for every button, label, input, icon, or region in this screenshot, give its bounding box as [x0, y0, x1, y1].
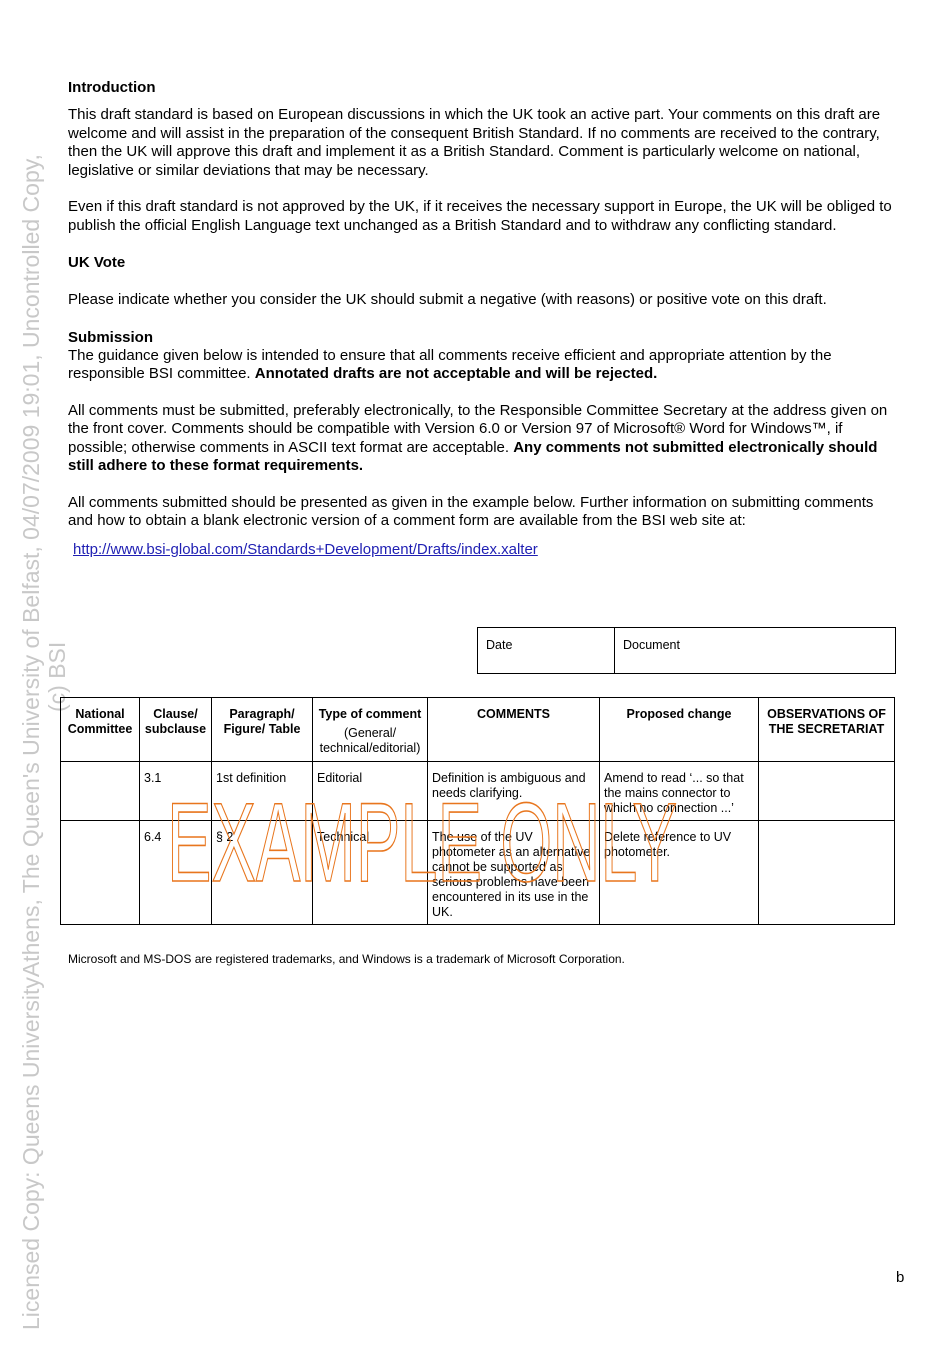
trademark-note: Microsoft and MS-DOS are registered trademarks, and Windows is a trademark of Microsoft Corporation.	[68, 952, 625, 966]
cell-paragraph: 1st definition	[212, 762, 313, 821]
submission-paragraph-2	[68, 402, 894, 476]
uk-vote-paragraph: Please indicate whether you consider the UK should submit a negative (with reasons) or positive vote on this draft.	[68, 291, 827, 308]
submission-paragraph-1-text: The guidance given below is intended to ensure that all comments receive efficient and appropriate attention by the responsible BSI committee.	[68, 346, 832, 382]
submission-paragraph-2-bold: Any comments not submitted electronically should still adhere to these format requirements.	[68, 438, 878, 474]
header-type-sub: (General/ technical/editorial)	[319, 726, 421, 755]
cell-observations	[759, 762, 895, 821]
comment-form-table	[60, 697, 895, 925]
cell-type: Technical	[313, 821, 428, 925]
cell-proposed: Delete reference to UV photometer.	[600, 821, 759, 925]
page-number: b	[896, 1269, 905, 1286]
cell-national	[61, 821, 140, 925]
document-label: Document	[623, 638, 680, 652]
submission-paragraph-3: All comments submitted should be presented as given in the example below. Further information on submitting comments and how to obtain a blank electronic version of a comment form are available from the BSI web site at:	[68, 493, 874, 529]
header-comments: COMMENTS	[428, 698, 600, 762]
header-proposed-change: Proposed change	[600, 698, 759, 762]
cell-observations	[759, 821, 895, 925]
date-document-box	[477, 627, 896, 674]
cell-national	[61, 762, 140, 821]
table-row	[61, 762, 895, 821]
header-national-committee: National Committee	[61, 698, 140, 762]
submission-paragraph-1	[68, 347, 894, 384]
header-clause: Clause/ subclause	[140, 698, 212, 762]
header-observations: OBSERVATIONS OF THE SECRETARIAT	[759, 698, 895, 762]
example-only-text: EXAMPLE ONLY	[167, 797, 677, 887]
introduction-paragraph-2: Even if this draft standard is not approved by the UK, if it receives the necessary support in Europe, the UK will be obliged to publish the official English Language text unchanged as a British Standard and to withdraw any conflicting standard.	[68, 198, 892, 234]
cell-clause: 6.4	[140, 821, 212, 925]
watermark-line-1: Licensed Copy: Queens UniversityAthens, The Queen's University of Belfast, 04/07/2009 19:01, Uncontrolled Copy,	[18, 154, 44, 1330]
header-paragraph: Paragraph/ Figure/ Table	[212, 698, 313, 762]
document-body	[68, 78, 894, 558]
introduction-heading: Introduction	[68, 79, 156, 96]
introduction-paragraph-1: This draft standard is based on European discussions in which the UK took an active part. Your comments on this draft are welcome and will assist in the preparation of the consequent British Standard. If no comments are received to the contrary, then the UK will approve this draft and implement it as a British Standard. Comment is particularly welcome on national, legislative or similar deviations that may be necessary.	[68, 106, 881, 179]
header-type-of-comment	[313, 698, 428, 762]
submission-heading: Submission	[68, 328, 154, 346]
cell-paragraph: § 2	[212, 821, 313, 925]
table-row	[61, 821, 895, 925]
watermark-line-2: (c) BSI	[44, 641, 70, 712]
cell-comments: Definition is ambiguous and needs clarifying.	[428, 762, 600, 821]
header-type-label: Type of comment	[318, 707, 422, 721]
cell-comments: The use of the UV photometer as an alternative cannot be supported as serious problems have been encountered in its use in the UK.	[428, 821, 600, 925]
submission-paragraph-1-bold: Annotated drafts are not acceptable and will be rejected.	[254, 365, 658, 382]
cell-proposed: Amend to read ‘... so that the mains connector to which no connection ...’	[600, 762, 759, 821]
cell-clause: 3.1	[140, 762, 212, 821]
cell-type: Editorial	[313, 762, 428, 821]
bsi-drafts-link[interactable]: http://www.bsi-global.com/Standards+Development/Drafts/index.xalter	[73, 540, 538, 558]
table-header-row	[61, 698, 895, 762]
uk-vote-heading: UK Vote	[68, 254, 126, 271]
submission-paragraph-2-text: All comments must be submitted, preferably electronically, to the Responsible Committee Secretary at the address given on the front cover. Comments should be compatible with Version 6.0 or Version 97 of Microsoft® Word for Windows™, if possible; otherwise comments in ASCII text format are acceptable.	[68, 401, 888, 456]
date-label: Date	[478, 628, 615, 673]
